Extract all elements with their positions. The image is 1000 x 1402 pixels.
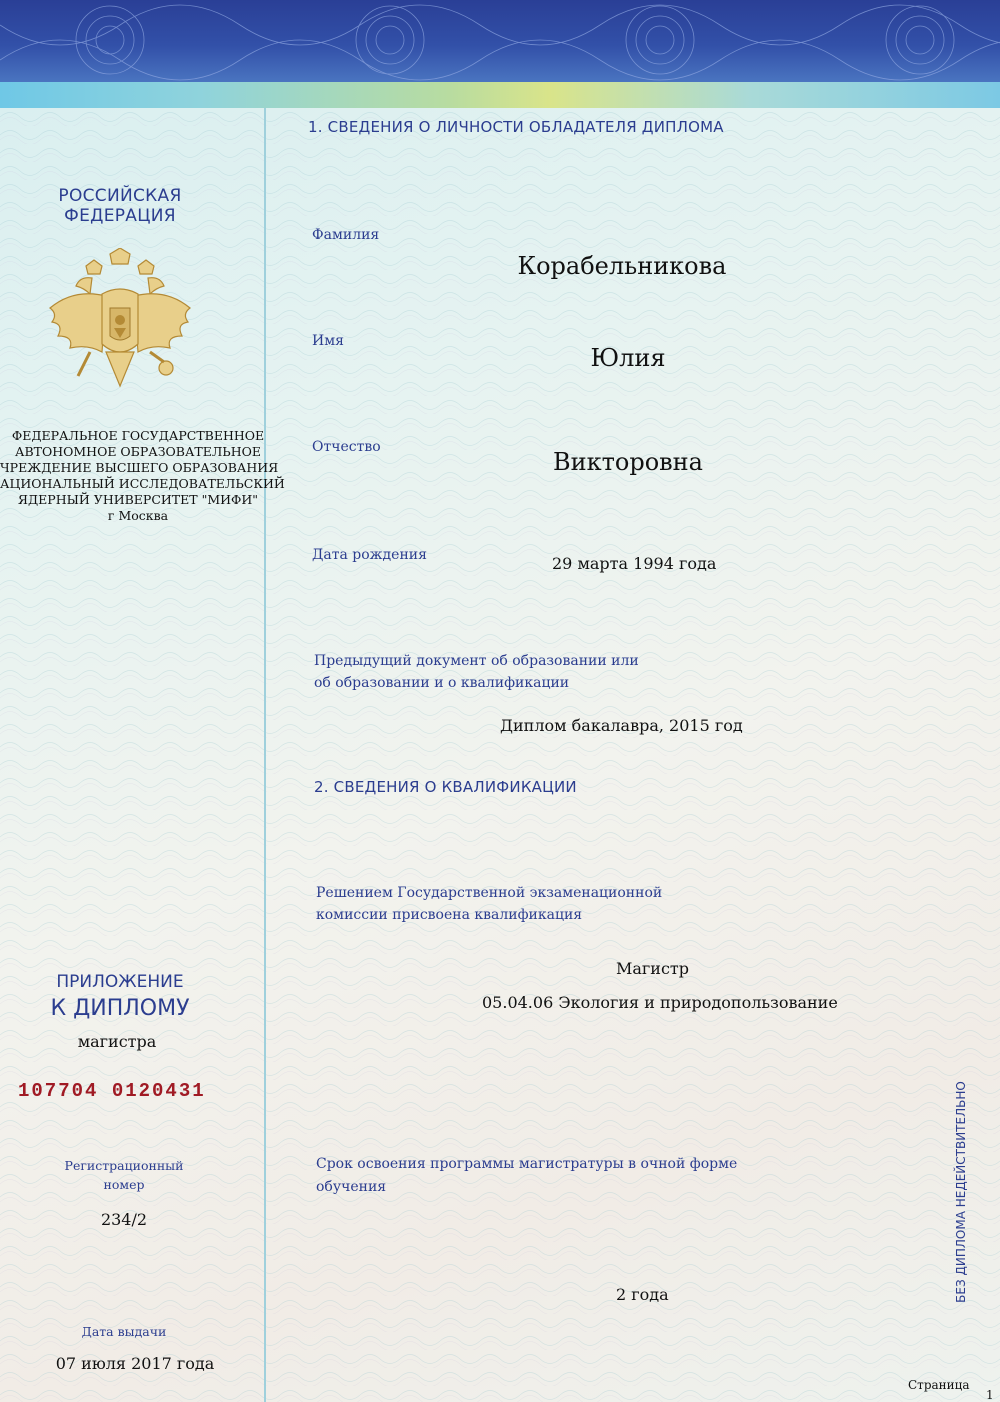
prev-doc-label-line-2: об образовании и о квалификации [314,675,570,691]
validity-note [948,1072,974,1312]
birthdate-value: 29 марта 1994 года [552,554,717,573]
serial-number: 107704 0120431 [18,1080,206,1102]
page-number: 1 [986,1388,994,1402]
decision-label-line-1: Решением Государственной экзаменационной [316,885,663,901]
page-label: Страница [908,1378,970,1392]
section-1-title: 1. СВЕДЕНИЯ О ЛИЧНОСТИ ОБЛАДАТЕЛЯ ДИПЛОМА [308,118,724,136]
patronymic-value: Викторовна [553,448,703,476]
duration-label-line-2: обучения [316,1179,387,1195]
supplement-title-line-2: К ДИПЛОМУ [50,996,190,1021]
institution-line: АВТОНОМНОЕ ОБРАЗОВАТЕЛЬНОЕ [14,444,262,459]
institution-line: ЧРЕЖДЕНИЕ ВЫСШЕГО ОБРАЗОВАНИЯ [0,460,279,475]
institution-name [0,428,285,524]
band-rosette-pattern [0,0,1000,82]
surname-value: Корабельникова [517,252,727,280]
reg-number: 234/2 [100,1210,148,1229]
top-decorative-band [0,0,1000,82]
reg-number-label-line-2: номер [103,1177,145,1192]
institution-line: АЦИОНАЛЬНЫЙ ИССЛЕДОВАТЕЛЬСКИЙ [0,476,285,491]
duration-label-line-1: Срок освоения программы магистратуры в очной форме [316,1156,738,1172]
name-label: Имя [312,333,344,349]
birthdate-label: Дата рождения [312,547,427,563]
institution-line: ЯДЕРНЫЙ УНИВЕРСИТЕТ "МИФИ" [17,492,259,507]
double-headed-eagle-icon [40,248,200,398]
country-line-1: РОССИЙСКАЯ [58,186,182,206]
issue-date-label: Дата выдачи [81,1324,167,1339]
prev-doc-label-line-1: Предыдущий документ об образовании или [314,653,639,669]
left-panel [0,108,285,1402]
specialty-value: 05.04.06 Экология и природопользование [482,993,838,1012]
issue-date: 07 июля 2017 года [55,1354,215,1373]
name-value: Юлия [590,344,666,372]
institution-line: ФЕДЕРАЛЬНОЕ ГОСУДАРСТВЕННОЕ [11,428,265,443]
surname-label: Фамилия [312,227,380,243]
validity-note-text: БЕЗ ДИПЛОМА НЕДЕЙСТВИТЕЛЬНО [954,1081,968,1303]
institution-city: г Москва [107,508,169,523]
top-gradient-strip [0,82,1000,108]
supplement-title-line-1: ПРИЛОЖЕНИЕ [56,972,184,992]
decision-label-line-2: комиссии присвоена квалификация [316,907,583,923]
reg-number-label-line-1: Регистрационный [64,1158,184,1173]
degree-type: магистра [77,1032,157,1051]
qualification-value: Магистр [616,959,690,978]
country-line-2: ФЕДЕРАЦИЯ [64,206,176,226]
prev-doc-value: Диплом бакалавра, 2015 год [500,716,743,735]
right-panel [266,108,1000,1402]
patronymic-label: Отчество [312,439,381,455]
section-2-title: 2. СВЕДЕНИЯ О КВАЛИФИКАЦИИ [314,778,577,796]
duration-value: 2 года [616,1285,669,1304]
